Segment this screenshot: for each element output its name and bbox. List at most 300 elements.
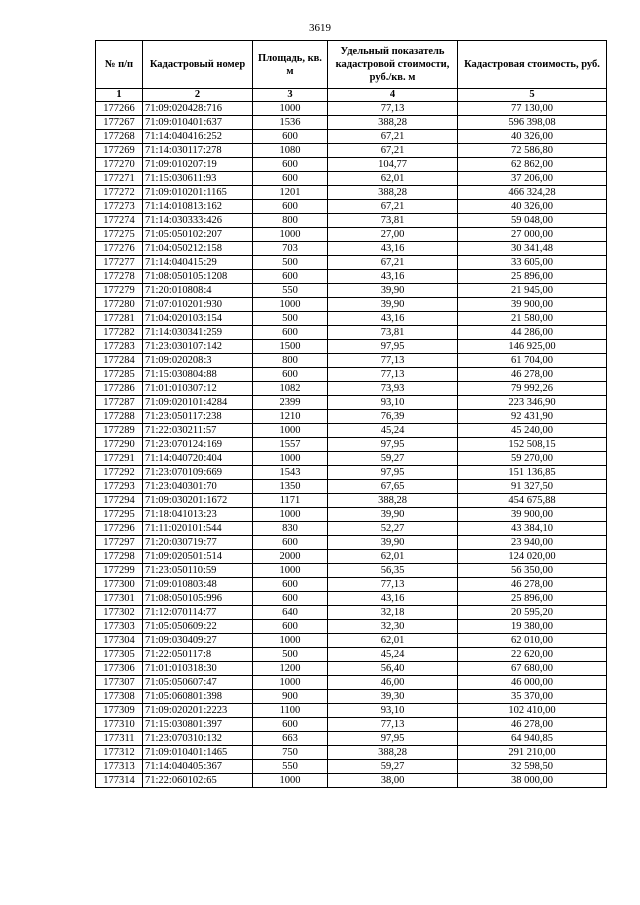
unit-value-cell: 39,30 xyxy=(328,690,458,704)
cadastral-value-cell: 72 586,80 xyxy=(458,144,607,158)
table-row xyxy=(96,662,607,676)
cadastral-value-cell: 40 326,00 xyxy=(458,200,607,214)
unit-value-cell: 39,90 xyxy=(328,298,458,312)
cadastral-number-cell: 71:14:030333:426 xyxy=(143,214,253,228)
unit-value-cell: 388,28 xyxy=(328,494,458,508)
cadastral-number-cell: 71:08:050105:1208 xyxy=(143,270,253,284)
cadastral-value-cell: 27 000,00 xyxy=(458,228,607,242)
cadastral-number-cell: 71:09:030409:27 xyxy=(143,634,253,648)
unit-value-cell: 76,39 xyxy=(328,410,458,424)
unit-value-cell: 43,16 xyxy=(328,270,458,284)
table-row xyxy=(96,382,607,396)
cadastral-number-cell: 71:22:050117:8 xyxy=(143,648,253,662)
table-row xyxy=(96,228,607,242)
area-cell: 1000 xyxy=(253,102,328,116)
cadastral-value-cell: 64 940,85 xyxy=(458,732,607,746)
table-row xyxy=(96,116,607,130)
cadastral-value-cell: 43 384,10 xyxy=(458,522,607,536)
cadastral-value-cell: 102 410,00 xyxy=(458,704,607,718)
cadastral-number-cell: 71:18:041013:23 xyxy=(143,508,253,522)
header-row-number: № п/п xyxy=(96,41,143,89)
unit-value-cell: 32,18 xyxy=(328,606,458,620)
area-cell: 703 xyxy=(253,242,328,256)
unit-value-cell: 388,28 xyxy=(328,116,458,130)
table-row xyxy=(96,368,607,382)
table-row xyxy=(96,102,607,116)
table-row xyxy=(96,718,607,732)
cadastral-value-cell: 32 598,50 xyxy=(458,760,607,774)
unit-value-cell: 43,16 xyxy=(328,312,458,326)
area-cell: 600 xyxy=(253,172,328,186)
cadastral-number-cell: 71:20:010808:4 xyxy=(143,284,253,298)
unit-value-cell: 46,00 xyxy=(328,676,458,690)
table-row xyxy=(96,746,607,760)
area-cell: 1082 xyxy=(253,382,328,396)
unit-value-cell: 93,10 xyxy=(328,396,458,410)
area-cell: 830 xyxy=(253,522,328,536)
cadastral-number-cell: 71:05:050607:47 xyxy=(143,676,253,690)
unit-value-cell: 32,30 xyxy=(328,620,458,634)
row-number-cell: 177300 xyxy=(96,578,143,592)
cadastral-number-cell: 71:09:010803:48 xyxy=(143,578,253,592)
row-number-cell: 177312 xyxy=(96,746,143,760)
cadastral-value-cell: 23 940,00 xyxy=(458,536,607,550)
table-row xyxy=(96,564,607,578)
table-row xyxy=(96,298,607,312)
row-number-cell: 177276 xyxy=(96,242,143,256)
row-number-cell: 177290 xyxy=(96,438,143,452)
unit-value-cell: 59,27 xyxy=(328,760,458,774)
cadastral-value-cell: 45 240,00 xyxy=(458,424,607,438)
row-number-cell: 177309 xyxy=(96,704,143,718)
cadastral-number-cell: 71:14:040720:404 xyxy=(143,452,253,466)
table-row xyxy=(96,256,607,270)
cadastral-number-cell: 71:23:040301:70 xyxy=(143,480,253,494)
cadastral-number-cell: 71:09:020208:3 xyxy=(143,354,253,368)
cadastral-value-cell: 21 580,00 xyxy=(458,312,607,326)
area-cell: 1201 xyxy=(253,186,328,200)
unit-value-cell: 97,95 xyxy=(328,466,458,480)
row-number-cell: 177275 xyxy=(96,228,143,242)
area-cell: 600 xyxy=(253,200,328,214)
table-row xyxy=(96,774,607,788)
area-cell: 1200 xyxy=(253,662,328,676)
row-number-cell: 177268 xyxy=(96,130,143,144)
unit-value-cell: 39,90 xyxy=(328,536,458,550)
table-row xyxy=(96,536,607,550)
table-row xyxy=(96,508,607,522)
area-cell: 500 xyxy=(253,256,328,270)
cadastral-value-cell: 35 370,00 xyxy=(458,690,607,704)
row-number-cell: 177291 xyxy=(96,452,143,466)
area-cell: 1171 xyxy=(253,494,328,508)
column-number: 2 xyxy=(143,89,253,102)
area-cell: 600 xyxy=(253,368,328,382)
column-number: 4 xyxy=(328,89,458,102)
unit-value-cell: 52,27 xyxy=(328,522,458,536)
area-cell: 1000 xyxy=(253,298,328,312)
row-number-cell: 177296 xyxy=(96,522,143,536)
area-cell: 1557 xyxy=(253,438,328,452)
unit-value-cell: 39,90 xyxy=(328,508,458,522)
cadastral-number-cell: 71:20:030719:77 xyxy=(143,536,253,550)
cadastral-number-cell: 71:23:070124:169 xyxy=(143,438,253,452)
unit-value-cell: 77,13 xyxy=(328,578,458,592)
unit-value-cell: 56,40 xyxy=(328,662,458,676)
area-cell: 1536 xyxy=(253,116,328,130)
cadastral-number-cell: 71:23:050117:238 xyxy=(143,410,253,424)
area-cell: 1000 xyxy=(253,228,328,242)
cadastral-value-cell: 39 900,00 xyxy=(458,508,607,522)
area-cell: 550 xyxy=(253,760,328,774)
cadastral-value-cell: 596 398,08 xyxy=(458,116,607,130)
area-cell: 800 xyxy=(253,354,328,368)
cadastral-number-cell: 71:01:010318:30 xyxy=(143,662,253,676)
cadastral-number-cell: 71:09:010201:1165 xyxy=(143,186,253,200)
row-number-cell: 177269 xyxy=(96,144,143,158)
table-row xyxy=(96,270,607,284)
table-row xyxy=(96,578,607,592)
table-row xyxy=(96,690,607,704)
cadastral-number-cell: 71:23:070109:669 xyxy=(143,466,253,480)
cadastral-value-cell: 291 210,00 xyxy=(458,746,607,760)
cadastral-number-cell: 71:09:020201:2223 xyxy=(143,704,253,718)
cadastral-number-cell: 71:09:020428:716 xyxy=(143,102,253,116)
cadastral-number-cell: 71:05:050609:22 xyxy=(143,620,253,634)
table-row xyxy=(96,760,607,774)
unit-value-cell: 97,95 xyxy=(328,732,458,746)
cadastral-number-cell: 71:15:030804:88 xyxy=(143,368,253,382)
row-number-cell: 177281 xyxy=(96,312,143,326)
row-number-cell: 177297 xyxy=(96,536,143,550)
cadastral-value-cell: 46 278,00 xyxy=(458,578,607,592)
table-row xyxy=(96,130,607,144)
cadastral-number-cell: 71:23:030107:142 xyxy=(143,340,253,354)
cadastral-table xyxy=(95,40,607,788)
table-row xyxy=(96,396,607,410)
cadastral-value-cell: 223 346,90 xyxy=(458,396,607,410)
table-row xyxy=(96,326,607,340)
row-number-cell: 177289 xyxy=(96,424,143,438)
table-row xyxy=(96,158,607,172)
row-number-cell: 177272 xyxy=(96,186,143,200)
table-row xyxy=(96,186,607,200)
cadastral-number-cell: 71:09:020501:514 xyxy=(143,550,253,564)
cadastral-number-cell: 71:22:030211:57 xyxy=(143,424,253,438)
table-row xyxy=(96,214,607,228)
unit-value-cell: 93,10 xyxy=(328,704,458,718)
table-row xyxy=(96,592,607,606)
table-row xyxy=(96,144,607,158)
row-number-cell: 177294 xyxy=(96,494,143,508)
row-number-cell: 177273 xyxy=(96,200,143,214)
cadastral-number-cell: 71:14:030341:259 xyxy=(143,326,253,340)
table-row xyxy=(96,312,607,326)
area-cell: 1000 xyxy=(253,774,328,788)
cadastral-number-cell: 71:09:010207:19 xyxy=(143,158,253,172)
area-cell: 2399 xyxy=(253,396,328,410)
area-cell: 600 xyxy=(253,718,328,732)
cadastral-number-cell: 71:08:050105:996 xyxy=(143,592,253,606)
area-cell: 800 xyxy=(253,214,328,228)
unit-value-cell: 38,00 xyxy=(328,774,458,788)
header-unit-value: Удельный показатель кадастровой стоимости, руб./кв. м xyxy=(328,41,458,89)
area-cell: 1000 xyxy=(253,452,328,466)
unit-value-cell: 77,13 xyxy=(328,718,458,732)
unit-value-cell: 56,35 xyxy=(328,564,458,578)
row-number-cell: 177271 xyxy=(96,172,143,186)
header-cadastral-value: Кадастровая стоимость, руб. xyxy=(458,41,607,89)
row-number-cell: 177302 xyxy=(96,606,143,620)
cadastral-value-cell: 91 327,50 xyxy=(458,480,607,494)
unit-value-cell: 62,01 xyxy=(328,634,458,648)
row-number-cell: 177274 xyxy=(96,214,143,228)
area-cell: 1100 xyxy=(253,704,328,718)
cadastral-value-cell: 152 508,15 xyxy=(458,438,607,452)
table-row xyxy=(96,466,607,480)
cadastral-value-cell: 62 010,00 xyxy=(458,634,607,648)
cadastral-value-cell: 46 278,00 xyxy=(458,368,607,382)
cadastral-value-cell: 25 896,00 xyxy=(458,592,607,606)
column-number: 5 xyxy=(458,89,607,102)
row-number-cell: 177288 xyxy=(96,410,143,424)
unit-value-cell: 97,95 xyxy=(328,340,458,354)
table-row xyxy=(96,620,607,634)
cadastral-number-cell: 71:15:030611:93 xyxy=(143,172,253,186)
table-row xyxy=(96,550,607,564)
row-number-cell: 177267 xyxy=(96,116,143,130)
area-cell: 600 xyxy=(253,620,328,634)
row-number-cell: 177306 xyxy=(96,662,143,676)
cadastral-number-cell: 71:15:030801:397 xyxy=(143,718,253,732)
cadastral-number-cell: 71:07:010201:930 xyxy=(143,298,253,312)
table-row xyxy=(96,704,607,718)
cadastral-value-cell: 20 595,20 xyxy=(458,606,607,620)
unit-value-cell: 67,21 xyxy=(328,144,458,158)
unit-value-cell: 62,01 xyxy=(328,550,458,564)
cadastral-number-cell: 71:22:060102:65 xyxy=(143,774,253,788)
row-number-cell: 177284 xyxy=(96,354,143,368)
table-row xyxy=(96,340,607,354)
cadastral-value-cell: 22 620,00 xyxy=(458,648,607,662)
table-column-numbers-row xyxy=(96,89,607,102)
area-cell: 1000 xyxy=(253,424,328,438)
cadastral-value-cell: 46 278,00 xyxy=(458,718,607,732)
column-number: 3 xyxy=(253,89,328,102)
unit-value-cell: 73,81 xyxy=(328,214,458,228)
cadastral-number-cell: 71:14:040416:252 xyxy=(143,130,253,144)
area-cell: 600 xyxy=(253,158,328,172)
row-number-cell: 177266 xyxy=(96,102,143,116)
unit-value-cell: 77,13 xyxy=(328,368,458,382)
unit-value-cell: 62,01 xyxy=(328,172,458,186)
cadastral-value-cell: 38 000,00 xyxy=(458,774,607,788)
cadastral-number-cell: 71:09:020101:4284 xyxy=(143,396,253,410)
cadastral-value-cell: 44 286,00 xyxy=(458,326,607,340)
cadastral-number-cell: 71:12:070114:77 xyxy=(143,606,253,620)
table-row xyxy=(96,606,607,620)
cadastral-number-cell: 71:09:010401:637 xyxy=(143,116,253,130)
area-cell: 500 xyxy=(253,312,328,326)
row-number-cell: 177285 xyxy=(96,368,143,382)
row-number-cell: 177282 xyxy=(96,326,143,340)
area-cell: 1543 xyxy=(253,466,328,480)
area-cell: 1000 xyxy=(253,676,328,690)
table-row xyxy=(96,634,607,648)
row-number-cell: 177287 xyxy=(96,396,143,410)
unit-value-cell: 388,28 xyxy=(328,186,458,200)
area-cell: 1350 xyxy=(253,480,328,494)
unit-value-cell: 73,81 xyxy=(328,326,458,340)
table-row xyxy=(96,494,607,508)
cadastral-value-cell: 30 341,48 xyxy=(458,242,607,256)
row-number-cell: 177278 xyxy=(96,270,143,284)
table-row xyxy=(96,438,607,452)
unit-value-cell: 39,90 xyxy=(328,284,458,298)
cadastral-value-cell: 62 862,00 xyxy=(458,158,607,172)
unit-value-cell: 43,16 xyxy=(328,242,458,256)
cadastral-number-cell: 71:11:020101:544 xyxy=(143,522,253,536)
unit-value-cell: 77,13 xyxy=(328,354,458,368)
row-number-cell: 177279 xyxy=(96,284,143,298)
column-number: 1 xyxy=(96,89,143,102)
table-header-row xyxy=(96,41,607,89)
cadastral-value-cell: 124 020,00 xyxy=(458,550,607,564)
row-number-cell: 177303 xyxy=(96,620,143,634)
area-cell: 600 xyxy=(253,536,328,550)
area-cell: 663 xyxy=(253,732,328,746)
table-row xyxy=(96,522,607,536)
unit-value-cell: 27,00 xyxy=(328,228,458,242)
cadastral-value-cell: 21 945,00 xyxy=(458,284,607,298)
unit-value-cell: 97,95 xyxy=(328,438,458,452)
table-row xyxy=(96,200,607,214)
area-cell: 600 xyxy=(253,578,328,592)
area-cell: 550 xyxy=(253,284,328,298)
area-cell: 1000 xyxy=(253,564,328,578)
area-cell: 1500 xyxy=(253,340,328,354)
cadastral-value-cell: 56 350,00 xyxy=(458,564,607,578)
row-number-cell: 177280 xyxy=(96,298,143,312)
cadastral-number-cell: 71:14:010813:162 xyxy=(143,200,253,214)
row-number-cell: 177270 xyxy=(96,158,143,172)
row-number-cell: 177293 xyxy=(96,480,143,494)
row-number-cell: 177307 xyxy=(96,676,143,690)
cadastral-number-cell: 71:01:010307:12 xyxy=(143,382,253,396)
row-number-cell: 177314 xyxy=(96,774,143,788)
area-cell: 600 xyxy=(253,326,328,340)
area-cell: 500 xyxy=(253,648,328,662)
header-cadastral-number: Кадастровый номер xyxy=(143,41,253,89)
cadastral-number-cell: 71:14:040415:29 xyxy=(143,256,253,270)
unit-value-cell: 67,21 xyxy=(328,130,458,144)
area-cell: 1210 xyxy=(253,410,328,424)
area-cell: 600 xyxy=(253,130,328,144)
row-number-cell: 177283 xyxy=(96,340,143,354)
row-number-cell: 177301 xyxy=(96,592,143,606)
table-row xyxy=(96,452,607,466)
cadastral-value-cell: 466 324,28 xyxy=(458,186,607,200)
table-row xyxy=(96,284,607,298)
row-number-cell: 177305 xyxy=(96,648,143,662)
cadastral-number-cell: 71:14:040405:367 xyxy=(143,760,253,774)
table-row xyxy=(96,648,607,662)
cadastral-value-cell: 79 992,26 xyxy=(458,382,607,396)
unit-value-cell: 388,28 xyxy=(328,746,458,760)
unit-value-cell: 67,21 xyxy=(328,200,458,214)
cadastral-value-cell: 67 680,00 xyxy=(458,662,607,676)
table-row xyxy=(96,242,607,256)
row-number-cell: 177298 xyxy=(96,550,143,564)
area-cell: 2000 xyxy=(253,550,328,564)
unit-value-cell: 77,13 xyxy=(328,102,458,116)
cadastral-number-cell: 71:14:030117:278 xyxy=(143,144,253,158)
cadastral-value-cell: 61 704,00 xyxy=(458,354,607,368)
cadastral-value-cell: 25 896,00 xyxy=(458,270,607,284)
table-row xyxy=(96,172,607,186)
cadastral-number-cell: 71:23:070310:132 xyxy=(143,732,253,746)
cadastral-value-cell: 46 000,00 xyxy=(458,676,607,690)
area-cell: 1000 xyxy=(253,634,328,648)
page-number: 3619 xyxy=(309,22,331,34)
row-number-cell: 177311 xyxy=(96,732,143,746)
cadastral-number-cell: 71:04:050212:158 xyxy=(143,242,253,256)
area-cell: 1080 xyxy=(253,144,328,158)
cadastral-value-cell: 77 130,00 xyxy=(458,102,607,116)
cadastral-number-cell: 71:05:050102:207 xyxy=(143,228,253,242)
table-body xyxy=(96,102,607,788)
cadastral-number-cell: 71:05:060801:398 xyxy=(143,690,253,704)
row-number-cell: 177313 xyxy=(96,760,143,774)
area-cell: 750 xyxy=(253,746,328,760)
unit-value-cell: 67,21 xyxy=(328,256,458,270)
cadastral-value-cell: 39 900,00 xyxy=(458,298,607,312)
unit-value-cell: 73,93 xyxy=(328,382,458,396)
area-cell: 600 xyxy=(253,270,328,284)
cadastral-value-cell: 40 326,00 xyxy=(458,130,607,144)
unit-value-cell: 43,16 xyxy=(328,592,458,606)
table-row xyxy=(96,676,607,690)
cadastral-value-cell: 92 431,90 xyxy=(458,410,607,424)
row-number-cell: 177277 xyxy=(96,256,143,270)
cadastral-number-cell: 71:09:010401:1465 xyxy=(143,746,253,760)
cadastral-value-cell: 59 048,00 xyxy=(458,214,607,228)
row-number-cell: 177304 xyxy=(96,634,143,648)
header-area: Площадь, кв. м xyxy=(253,41,328,89)
area-cell: 1000 xyxy=(253,508,328,522)
cadastral-value-cell: 59 270,00 xyxy=(458,452,607,466)
table-row xyxy=(96,732,607,746)
cadastral-number-cell: 71:23:050110:59 xyxy=(143,564,253,578)
cadastral-value-cell: 33 605,00 xyxy=(458,256,607,270)
cadastral-number-cell: 71:09:030201:1672 xyxy=(143,494,253,508)
row-number-cell: 177299 xyxy=(96,564,143,578)
cadastral-value-cell: 37 206,00 xyxy=(458,172,607,186)
row-number-cell: 177286 xyxy=(96,382,143,396)
area-cell: 900 xyxy=(253,690,328,704)
area-cell: 640 xyxy=(253,606,328,620)
table-row xyxy=(96,424,607,438)
table-row xyxy=(96,354,607,368)
unit-value-cell: 45,24 xyxy=(328,648,458,662)
cadastral-value-cell: 146 925,00 xyxy=(458,340,607,354)
unit-value-cell: 104,77 xyxy=(328,158,458,172)
cadastral-value-cell: 19 380,00 xyxy=(458,620,607,634)
unit-value-cell: 59,27 xyxy=(328,452,458,466)
table-row xyxy=(96,480,607,494)
row-number-cell: 177310 xyxy=(96,718,143,732)
table-row xyxy=(96,410,607,424)
